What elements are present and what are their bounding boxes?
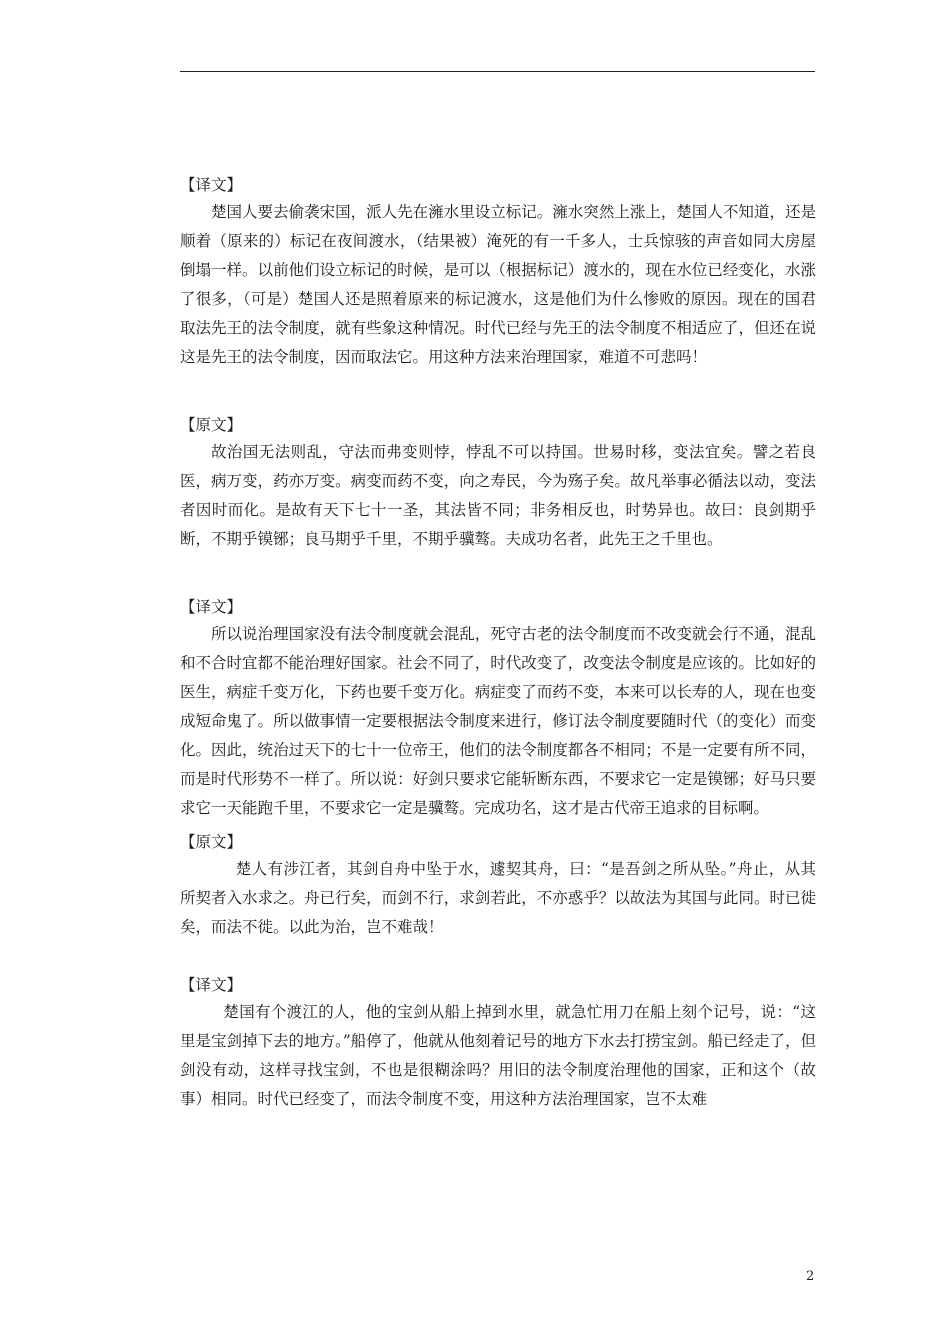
section-text-original-3: 楚人有涉江者，其剑自舟中坠于水，遽契其舟，曰：“是吾剑之所从坠。”舟止，从其所契者入水求之。舟已行矣，而剑不行，求剑若此，不亦惑乎？以故法为其国与此同。时已徙矣，而法不徙。以此为治，岂不难哉！ [180,860,816,936]
header-rule [180,71,815,72]
section-text-translation-2: 所以说治理国家没有法令制度就会混乱，死守古老的法令制度而不改变就会行不通，混乱和不合时宜都不能治理好国家。社会不同了，时代改变了，改变法令制度是应该的。比如好的医生，病症千变万化，下药也要千变万化。病症变了而药不变，本来可以长寿的人，现在也变成短命鬼了。所以做事情一定要根据法令制度来进行，修订法令制度要随时代（的变化）而变化。因此，统治过天下的七十一位帝王，他们的法令制度都各不相同；不是一定要有所不同，而是时代形势不一样了。所以说：好剑只要求它能斩断东西，不要求它一定是镆铘；好马只要求它一天能跑千里，不要求它一定是骥骜。完成功名，这才是古代帝王追求的目标啊。 [180,625,816,817]
section-heading-original-2: 【原文】 [180,416,243,434]
section-heading-translation-3: 【译文】 [180,976,243,994]
section-heading-translation-1: 【译文】 [180,176,243,194]
section-text-translation-3: 楚国有个渡江的人，他的宝剑从船上掉到水里，就急忙用刀在船上刻个记号，说：“这里是宝剑掉下去的地方。”船停了，他就从他刻着记号的地方下水去打捞宝剑。船已经走了，但剑没有动，这样寻找宝剑，不也是很糊涂吗？用旧的法令制度治理他的国家，正和这个（故事）相同。时代已经变了，而法令制度不变，用这种方法治理国家，岂不太难 [180,1003,816,1108]
section-heading-original-3: 【原文】 [180,833,243,851]
page-number: 2 [806,1269,815,1284]
section-text-original-2: 故治国无法则乱，守法而弗变则悖，悖乱不可以持国。世易时移，变法宜矣。譬之若良医，病万变，药亦万变。病变而药不变，向之寿民，今为殇子矣。故凡举事必循法以动，变法者因时而化。是故有天下七十一圣，其法皆不同；非务相反也，时势异也。故曰：良剑期乎断，不期乎镆铘；良马期乎千里，不期乎骥骜。夫成功名者，此先王之千里也。 [180,443,816,548]
section-text-translation-1: 楚国人要去偷袭宋国，派人先在澭水里设立标记。澭水突然上涨上，楚国人不知道，还是顺着（原来的）标记在夜间渡水，（结果被）淹死的有一千多人，士兵惊骇的声音如同大房屋倒塌一样。以前他们设立标记的时候，是可以（根据标记）渡水的，现在水位已经变化，水涨了很多，（可是）楚国人还是照着原来的标记渡水，这是他们为什么惨败的原因。现在的国君取法先王的法令制度，就有些象这种情况。时代已经与先王的法令制度不相适应了，但还在说这是先王的法令制度，因而取法它。用这种方法来治理国家，难道不可悲吗！ [180,203,816,366]
section-heading-translation-2: 【译文】 [180,598,243,616]
document-body [180,172,816,1114]
